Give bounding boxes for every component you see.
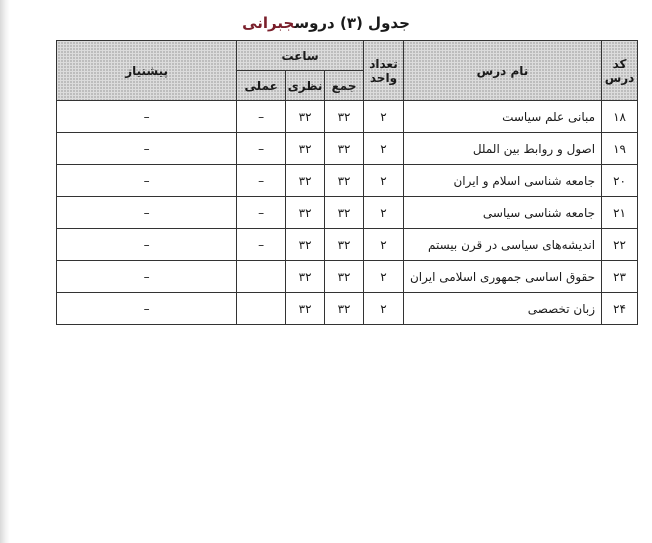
cell-theory: ۳۲	[286, 293, 325, 325]
header-practical: عملی	[237, 71, 286, 101]
cell-units: ۲	[364, 133, 404, 165]
header-theory: نظری	[286, 71, 325, 101]
cell-theory: ۳۲	[286, 261, 325, 293]
cell-units: ۲	[364, 165, 404, 197]
cell-prereq: –	[57, 261, 237, 293]
header-total: جمع	[325, 71, 364, 101]
cell-theory: ۳۲	[286, 165, 325, 197]
cell-units: ۲	[364, 293, 404, 325]
table-row	[57, 197, 638, 229]
header-hours: ساعت	[237, 41, 364, 71]
cell-units: ۲	[364, 229, 404, 261]
cell-name: اندیشه‌های سیاسی در قرن بیستم	[403, 229, 601, 261]
cell-total: ۳۲	[325, 293, 364, 325]
cell-total: ۳۲	[325, 165, 364, 197]
table-row	[57, 261, 638, 293]
table-row	[57, 229, 638, 261]
table-row	[57, 293, 638, 325]
cell-total: ۳۲	[325, 261, 364, 293]
table-title	[0, 14, 652, 32]
cell-name: جامعه شناسی اسلام و ایران	[403, 165, 601, 197]
cell-code: ۲۰	[602, 165, 638, 197]
cell-prereq: –	[57, 165, 237, 197]
header-units: تعداد واحد	[364, 41, 404, 101]
cell-units: ۲	[364, 101, 404, 133]
cell-code: ۲۲	[602, 229, 638, 261]
cell-practical: –	[237, 197, 286, 229]
cell-prereq: –	[57, 293, 237, 325]
cell-name: جامعه شناسی سیاسی	[403, 197, 601, 229]
table-row	[57, 101, 638, 133]
cell-prereq: –	[57, 229, 237, 261]
table-row	[57, 133, 638, 165]
cell-practical: –	[237, 165, 286, 197]
header-code: کد درس	[602, 41, 638, 101]
cell-practical: –	[237, 229, 286, 261]
title-accent: جبرانی	[242, 14, 295, 32]
cell-prereq: –	[57, 197, 237, 229]
cell-name: حقوق اساسی جمهوری اسلامی ایران	[403, 261, 601, 293]
cell-theory: ۳۲	[286, 101, 325, 133]
cell-theory: ۳۲	[286, 197, 325, 229]
cell-code: ۲۱	[602, 197, 638, 229]
cell-code: ۲۴	[602, 293, 638, 325]
cell-practical: –	[237, 133, 286, 165]
header-name: نام درس	[403, 41, 601, 101]
scan-edge-shadow	[0, 0, 10, 543]
cell-prereq: –	[57, 133, 237, 165]
cell-practical	[237, 261, 286, 293]
compensatory-courses-table	[56, 40, 638, 325]
cell-theory: ۳۲	[286, 229, 325, 261]
table-row	[57, 165, 638, 197]
cell-prereq: –	[57, 101, 237, 133]
title-prefix: جدول (۳) دروس	[294, 14, 410, 32]
cell-name: زبان تخصصی	[403, 293, 601, 325]
cell-theory: ۳۲	[286, 133, 325, 165]
cell-name: اصول و روابط بین الملل	[403, 133, 601, 165]
cell-total: ۳۲	[325, 101, 364, 133]
cell-practical: –	[237, 101, 286, 133]
cell-practical	[237, 293, 286, 325]
cell-name: مبانی علم سیاست	[403, 101, 601, 133]
header-prereq: پیشنیاز	[57, 41, 237, 101]
cell-total: ۳۲	[325, 229, 364, 261]
cell-total: ۳۲	[325, 197, 364, 229]
cell-units: ۲	[364, 261, 404, 293]
cell-total: ۳۲	[325, 133, 364, 165]
cell-code: ۱۸	[602, 101, 638, 133]
cell-code: ۱۹	[602, 133, 638, 165]
cell-units: ۲	[364, 197, 404, 229]
cell-code: ۲۳	[602, 261, 638, 293]
